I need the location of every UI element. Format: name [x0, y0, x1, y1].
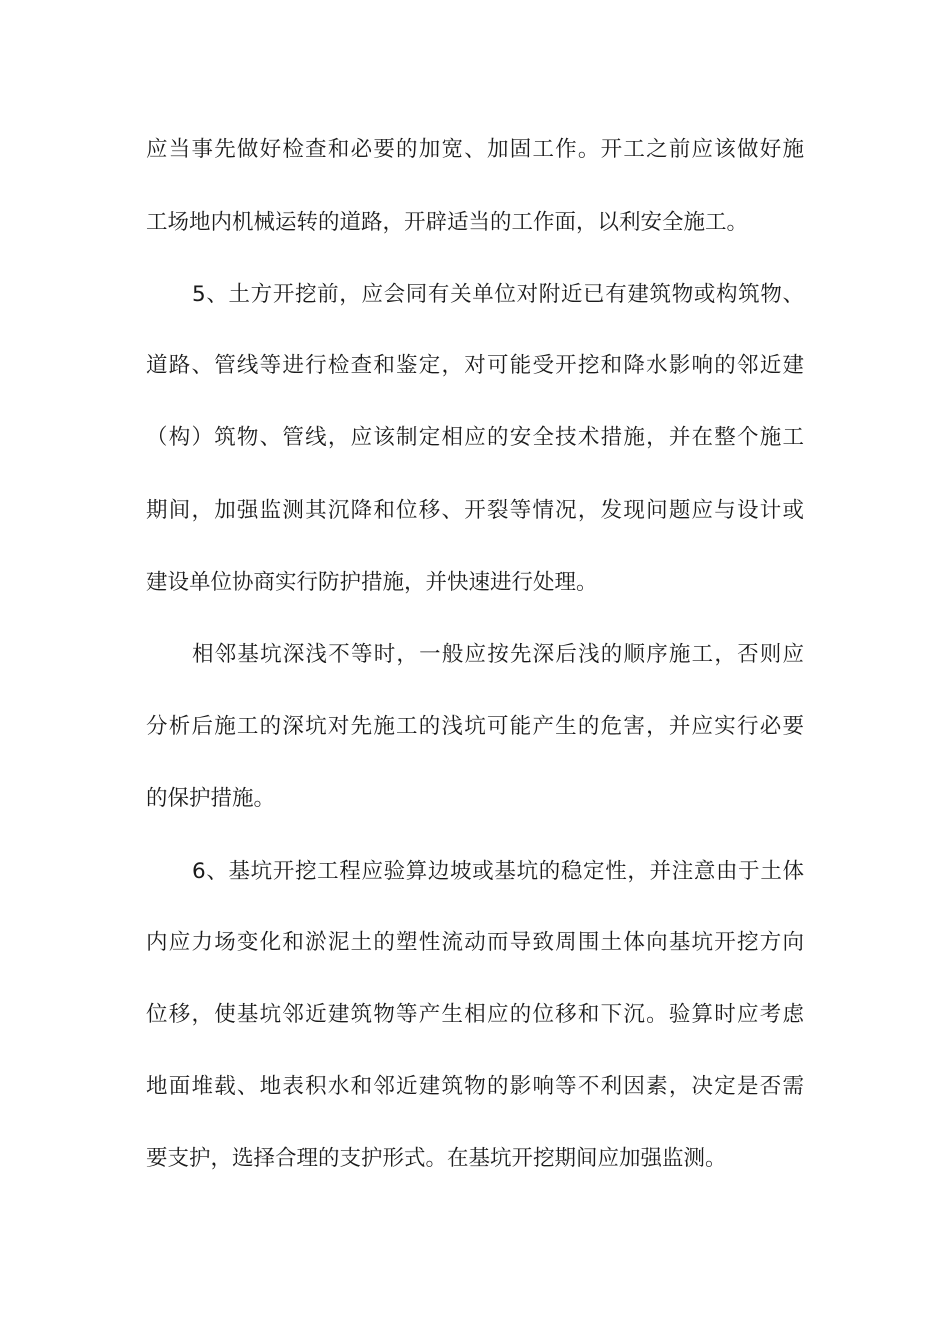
- text-line-12: 内应力场变化和淤泥土的塑性流动而导致周围土体向基坑开挖方向: [146, 930, 804, 955]
- text-line-7: 建设单位协商实行防护措施，并快速进行处理。: [146, 570, 598, 595]
- text-line-14: 地面堆载、地表积水和邻近建筑物的影响等不利因素，决定是否需: [146, 1074, 804, 1099]
- text-line-4: 道路、管线等进行检查和鉴定，对可能受开挖和降水影响的邻近建: [146, 353, 804, 378]
- text-line-9: 分析后施工的深坑对先施工的浅坑可能产生的危害，并应实行必要: [146, 714, 804, 739]
- text-line-8: 相邻基坑深浅不等时，一般应按先深后浅的顺序施工，否则应: [192, 642, 804, 667]
- text-line-10: 的保护措施。: [146, 786, 276, 811]
- text-line-13: 位移，使基坑邻近建筑物等产生相应的位移和下沉。验算时应考虑: [146, 1002, 804, 1027]
- text-line-15: 要支护，选择合理的支护形式。在基坑开挖期间应加强监测。: [146, 1146, 727, 1171]
- text-line-5: （构）筑物、管线，应该制定相应的安全技术措施，并在整个施工: [146, 425, 804, 450]
- text-line-6: 期间，加强监测其沉降和位移、开裂等情况，发现问题应与设计或: [146, 498, 804, 523]
- text-line-11: 6、基坑开挖工程应验算边坡或基坑的稳定性，并注意由于土体: [192, 859, 804, 884]
- text-line-3: 5、土方开挖前，应会同有关单位对附近已有建筑物或构筑物、: [192, 282, 804, 307]
- text-line-2: 工场地内机械运转的道路，开辟适当的工作面，以利安全施工。: [146, 210, 749, 235]
- text-line-1: 应当事先做好检查和必要的加宽、加固工作。开工之前应该做好施: [146, 137, 804, 162]
